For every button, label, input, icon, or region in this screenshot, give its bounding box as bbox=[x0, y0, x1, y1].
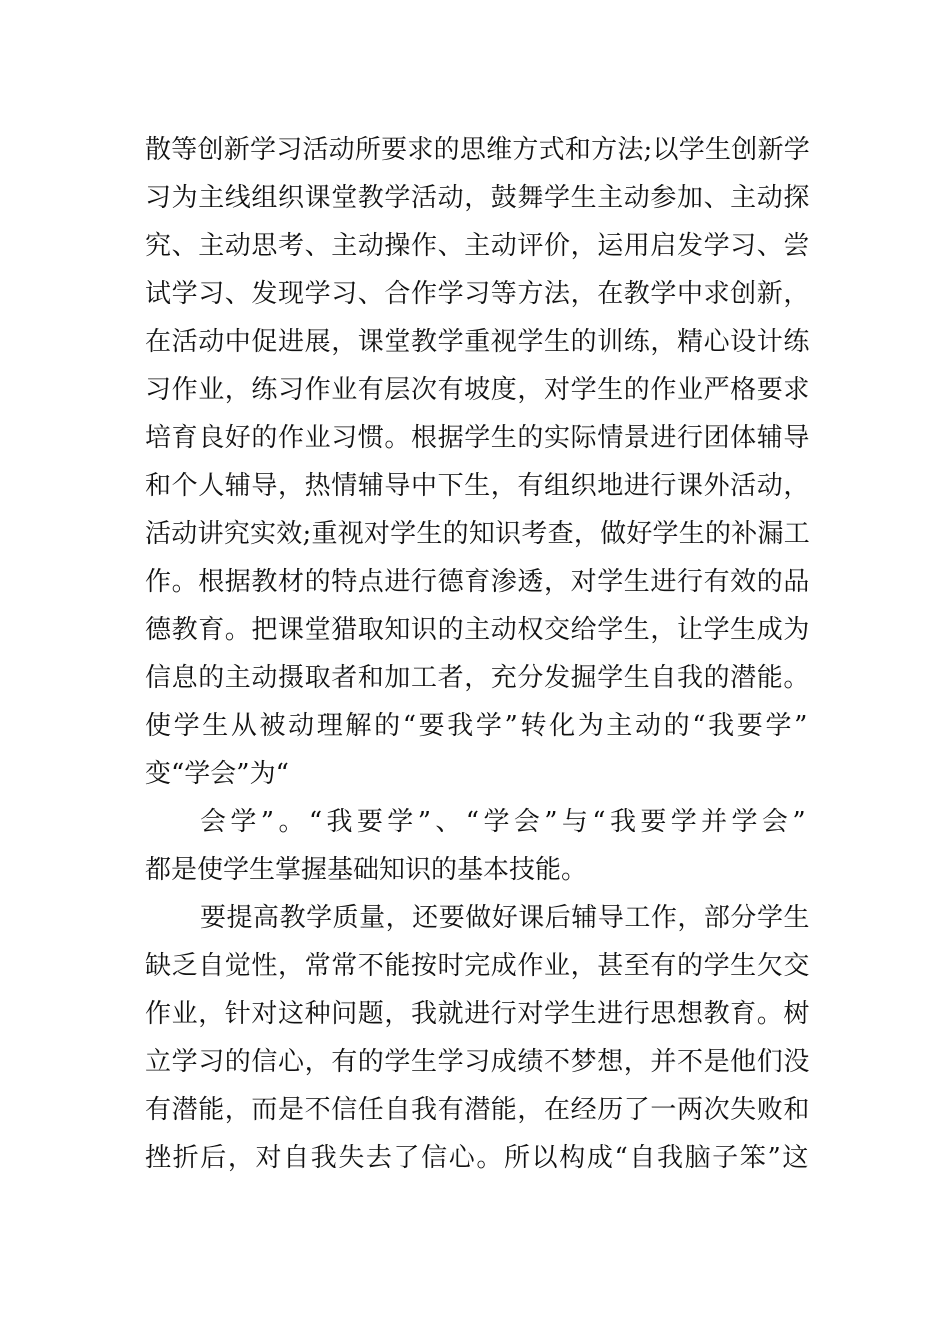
text-line: 缺乏自觉性，常常不能按时完成作业，甚至有的学生欠交 bbox=[145, 951, 810, 981]
body-text bbox=[145, 126, 810, 1182]
text-line: 和个人辅导，热情辅导中下生，有组织地进行课外活动， bbox=[145, 471, 810, 501]
text-line: 使学生从被动理解的“要我学”转化为主动的“我要学” bbox=[145, 711, 810, 741]
text-line: 德教育。把课堂猎取知识的主动权交给学生，让学生成为 bbox=[145, 615, 810, 645]
text-line: 要提高教学质量，还要做好课后辅导工作，部分学生 bbox=[200, 903, 810, 933]
text-line: 习为主线组织课堂教学活动，鼓舞学生主动参加、主动探 bbox=[145, 183, 810, 213]
text-line: 作业，针对这种问题，我就进行对学生进行思想教育。树 bbox=[145, 999, 810, 1029]
text-line: 试学习、发现学习、合作学习等方法，在教学中求创新， bbox=[145, 279, 810, 309]
text-line: 都是使学生掌握基础知识的基本技能。 bbox=[145, 855, 588, 885]
text-line: 信息的主动摄取者和加工者，充分发掘学生自我的潜能。 bbox=[145, 663, 810, 693]
text-line: 培育良好的作业习惯。根据学生的实际情景进行团体辅导 bbox=[145, 423, 810, 453]
text-line: 在活动中促进展，课堂教学重视学生的训练，精心设计练 bbox=[145, 327, 810, 357]
text-line: 活动讲究实效;重视对学生的知识考查，做好学生的补漏工 bbox=[145, 519, 810, 549]
text-line: 有潜能，而是不信任自我有潜能，在经历了一两次失败和 bbox=[145, 1095, 810, 1125]
text-line: 散等创新学习活动所要求的思维方式和方法;以学生创新学 bbox=[145, 135, 810, 165]
text-line: 习作业，练习作业有层次有坡度，对学生的作业严格要求 bbox=[145, 375, 810, 405]
text-line: 挫折后，对自我失去了信心。所以构成“自我脑子笨”这 bbox=[145, 1143, 810, 1173]
text-line: 究、主动思考、主动操作、主动评价，运用启发学习、尝 bbox=[145, 231, 810, 261]
text-line: 会学”。“我要学”、“学会”与“我要学并学会” bbox=[200, 807, 810, 837]
text-line: 变“学会”为“ bbox=[145, 759, 289, 789]
text-line: 作。根据教材的特点进行德育渗透，对学生进行有效的品 bbox=[145, 567, 810, 597]
text-line: 立学习的信心，有的学生学习成绩不梦想，并不是他们没 bbox=[145, 1047, 810, 1077]
